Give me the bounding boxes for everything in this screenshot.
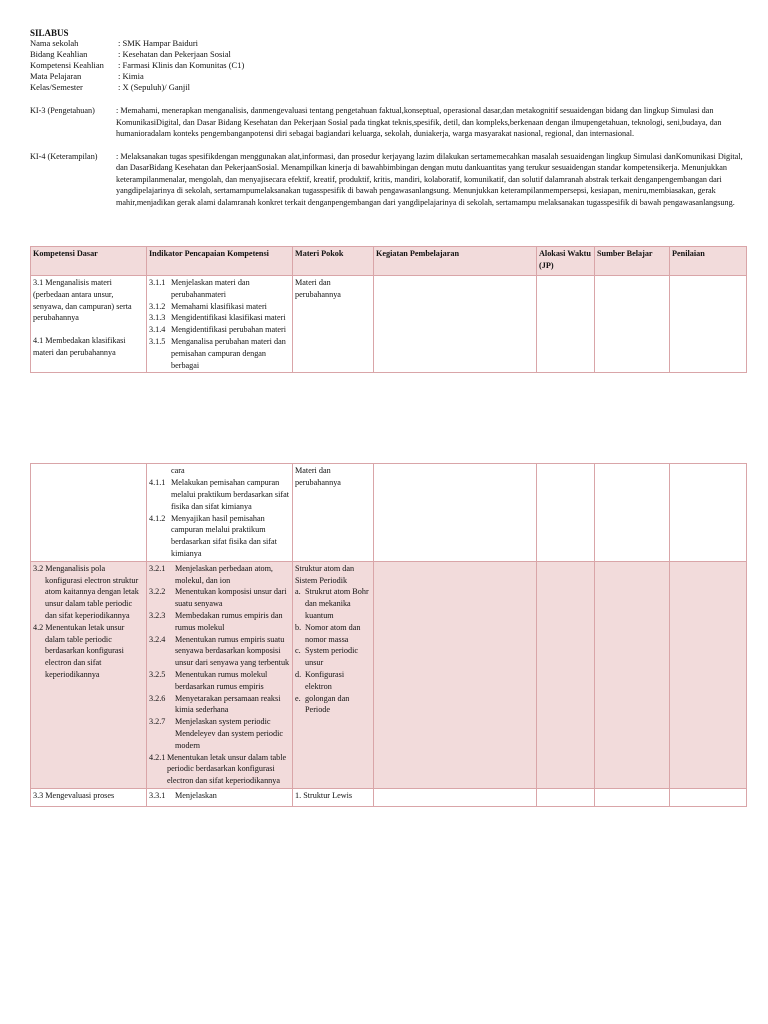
materi-item [295,586,371,621]
indicator-text: Menjelaskan materi dan perubahanmateri [171,278,250,299]
indicator-text: Mengidentifikasi klasifikasi materi [171,313,286,323]
info-value: : Kesehatan dan Pekerjaan Sosial [118,49,231,59]
kegiatan-cell [374,276,537,373]
page-break [30,373,746,463]
syllabus-table-continued [30,463,747,806]
indicator-item [149,716,290,751]
alokasi-cell [537,788,595,806]
indicator-text: Menjelaskan system periodic Mendeleyev dan system periodic modern [175,717,283,750]
info-label: Bidang Keahlian [30,49,88,59]
info-value: : Farmasi Klinis dan Komunitas (C1) [118,60,245,70]
indicator-continuation: cara [171,466,185,476]
indicator-num: 3.1.1 [149,278,166,287]
sumber-cell [595,464,670,561]
kegiatan-cell [374,464,537,561]
indicator-item [149,324,290,336]
indicator-item [149,301,290,313]
materi-item [295,645,371,669]
indicator-text: Menjelaskan perbedaan atom, molekul, dan ion [175,563,273,585]
penilaian-cell [670,276,747,373]
indicator-num: 3.1.4 [149,325,166,335]
table-row [31,276,747,373]
materi-item-text: Konfigurasi elektron [305,669,345,691]
penilaian-cell [670,788,747,806]
materi-cell [293,561,374,788]
table-row [31,561,747,788]
indicator-text: Menentukan rumus molekul berdasarkan rumus empiris [175,669,268,691]
ki4-block [30,151,746,209]
indicator-text: Menentukan komposisi unsur dari suatu senyawa [175,587,287,609]
indicator-cell [147,276,293,373]
indicator-num: 3.2.7 [149,717,166,727]
info-value: : SMK Hampar Baiduri [118,38,199,48]
info-value: : X (Sepuluh)/ Ganjil [118,82,191,92]
kd3-text: 3.1 Menganalisis materi (perbedaan antara unsur, senyawa, dan campuran) serta perubahannya [33,278,132,323]
alokasi-cell [537,276,595,373]
indicator-item [149,634,290,669]
kegiatan-cell [374,788,537,806]
alokasi-cell [537,464,595,561]
column-header: Alokasi Waktu (JP) [537,247,595,276]
indicator-num: 3.1.3 [149,313,166,323]
indicator-num: 4.1.1 [149,478,166,488]
indicator-cell [147,561,293,788]
info-label: Mata Pelajaran [30,71,82,81]
kd3-text: 3.3 Mengevaluasi proses [33,790,115,800]
indicator-item [149,563,290,587]
school-info [30,38,746,93]
materi-item-num: c. [295,646,301,656]
materi-item-text: golongan dan Periode [305,693,350,715]
indicator-text: Menganalisa perubahan materi dan pemisahan campuran dengan berbagai [171,336,286,370]
column-header: Kegiatan Pembelajaran [374,247,537,276]
indicator-item [149,790,290,802]
indicator-text: Menyetarakan persamaan reaksi kimia sederhana [175,693,281,715]
indicator-num: 3.2.6 [149,693,166,703]
ki4-text: : Melaksanakan tugas spesifikdengan menggunakan alat,informasi, dan prosedur kerjayang lazim dilakukan sertamemecahkan masalah sesuaidengan lingkup Simulasi danKomunikasi Digital, dan DasarBidang Kesehatan dan PekerjaanSosial. Menampilkan kinerja di bawahbimbingan dengan mutu dankuantitas yang terukur sesuaidengan standar kompetensikerja. Menunjukkan keterampilanmenalar, mengolah, dan menyajisecara efektif, kreatif, produktif, kritis, mandiri, kolaboratif, komunikatif, dan solutif dalamranah abstrak terkait denganpengembangan dari yangdipelajarinya di sekolah, sertamampumelaksanakan tugasspesifik di bawah pengawasanlangsung. Menunjukkan keterampilanmempersepsi, kesiapan, meniru,membiasakan, gerak mahir,menjadikan gerak alami dalamranah konkret terkait denganpengembangan dari yangdipelajarinya di sekolah, sertamampu melaksanakan tugasspesifik di bawah pengawasanlangsung. [116,151,743,207]
materi-item-text: System periodic unsur [305,646,358,668]
kd-cell [31,561,147,788]
indicator-num: 3.1.5 [149,336,166,346]
indicator-item [149,312,290,324]
document-title: SILABUS [30,28,69,38]
info-row [30,82,746,93]
kd-cell [31,276,147,373]
materi-item-num: d. [295,669,302,679]
kd-cell [31,788,147,806]
info-label: Nama sekolah [30,38,79,48]
kd4-text: 4.2 Menentukan letak unsur dalam table periodic berdasarkan konfigurasi electron dan sifat keperiodikannya [33,622,125,679]
syllabus-page [30,28,746,807]
indicator-item [149,586,290,610]
materi-cell: Materi dan perubahannya [293,464,374,561]
sumber-cell [595,561,670,788]
indicator-item [149,513,290,560]
indicator-num: 3.1.2 [149,301,166,311]
ki3-block [30,105,746,140]
indicator-num: 4.2.1 [149,752,166,762]
materi-item-num: a. [295,587,301,597]
kegiatan-cell [374,561,537,788]
table-row [31,464,747,561]
indicator-text: Menjelaskan [175,790,217,800]
info-row [30,60,746,71]
column-header: Penilaian [670,247,747,276]
indicator-item [149,669,290,693]
materi-item [295,693,371,717]
indicator-num: 4.1.2 [149,513,166,523]
indicator-num: 3.3.1 [149,790,166,800]
indicator-item [149,693,290,717]
indicator-num: 3.2.1 [149,563,166,573]
indicator-item [149,277,290,301]
ki4-label: KI-4 (Keterampilan) [30,151,98,161]
materi-item [295,622,371,646]
kd-cell [31,464,147,561]
column-header: Indikator Pencapaian Kompetensi [147,247,293,276]
sumber-cell [595,276,670,373]
ki3-text: : Memahami, menerapkan menganalisis, danmengevaluasi tentang pengetahuan faktual,konseptual, operasional dasar,dan metakognitif sesuaidengan bidang dan lingkup Simulasi dan KomunikasiDigital, dan Dasar Bidang Kesehatan dan Pekerjaan Sosial pada tingkat teknis,spesifik, detil, dan kompleks,berkenaan dengan ilmupengetahuan, teknologi, seni,budaya, dan humanioradalam konteks pengembanganpotensi diri sebagai bagiandari keluarga, sekolah, duniakerja, warga masyarakat nasional, regional, dan internasional. [116,106,722,138]
indicator-text: Menentukan rumus empiris suatu senyawa berdasarkan komposisi unsur dari senyawa yang terbentuk [175,634,290,668]
indicator-cell [147,464,293,561]
materi-item-text: Strukrut atom Bohr dan mekanika kuantum [305,587,369,620]
indicator-num: 3.2.3 [149,610,166,620]
alokasi-cell [537,561,595,788]
column-header: Materi Pokok [293,247,374,276]
materi-item-text: Nomor atom dan nomor massa [305,622,361,644]
indicator-text: Menentukan letak unsur dalam table periodic berdasarkan konfigurasi electron dan sifat keperiodikannya [167,752,287,786]
indicator-item [149,336,290,371]
column-header: Kompetensi Dasar [31,247,147,276]
kd4-text: 4.1 Membedakan klasifikasi materi dan perubahannya [33,336,126,357]
penilaian-cell [670,561,747,788]
indicator-item [149,477,290,512]
info-label: Kompetensi Keahlian [30,60,104,70]
ki3-label: KI-3 (Pengetahuan) [30,106,95,115]
indicator-text: Memahami klasifikasi materi [171,301,267,311]
indicator-num: 3.2.5 [149,669,166,679]
indicator-item [149,610,290,634]
indicator-num: 3.2.2 [149,587,166,597]
info-label: Kelas/Semester [30,82,83,92]
materi-item-num: e. [295,693,301,703]
table-row [31,788,747,806]
materi-item [295,669,371,693]
penilaian-cell [670,464,747,561]
indicator-text: Membedakan rumus empiris dan rumus molekul [175,610,283,632]
indicator-text: Menyajikan hasil pemisahan campuran melalui praktikum berdasarkan sifat fisika dan sifat kimianya [171,513,277,558]
kd3-text: 3.2 Menganalisis pola konfigurasi electron struktur atom kaitannya dengan letak unsur dalam table periodic dan sifat keperiodikannya [33,563,139,620]
column-header: Sumber Belajar [595,247,670,276]
sumber-cell [595,788,670,806]
info-row [30,49,746,60]
indicator-item [149,752,290,787]
syllabus-table [30,246,747,373]
info-row [30,38,746,49]
materi-cell: Materi dan perubahannya [293,276,374,373]
materi-title: Struktur atom dan Sistem Periodik [295,563,355,585]
info-value: : Kimia [118,71,144,81]
indicator-cell [147,788,293,806]
table-header-row [31,247,747,276]
indicator-text: Melakukan pemisahan campuran melalui praktikum berdasarkan sifat fisika dan sifat kimianya [171,478,289,511]
materi-item-num: b. [295,622,302,632]
info-row [30,71,746,82]
materi-cell: 1. Struktur Lewis [293,788,374,806]
indicator-num: 3.2.4 [149,634,166,644]
indicator-text: Mengidentifikasi perubahan materi [171,325,287,335]
